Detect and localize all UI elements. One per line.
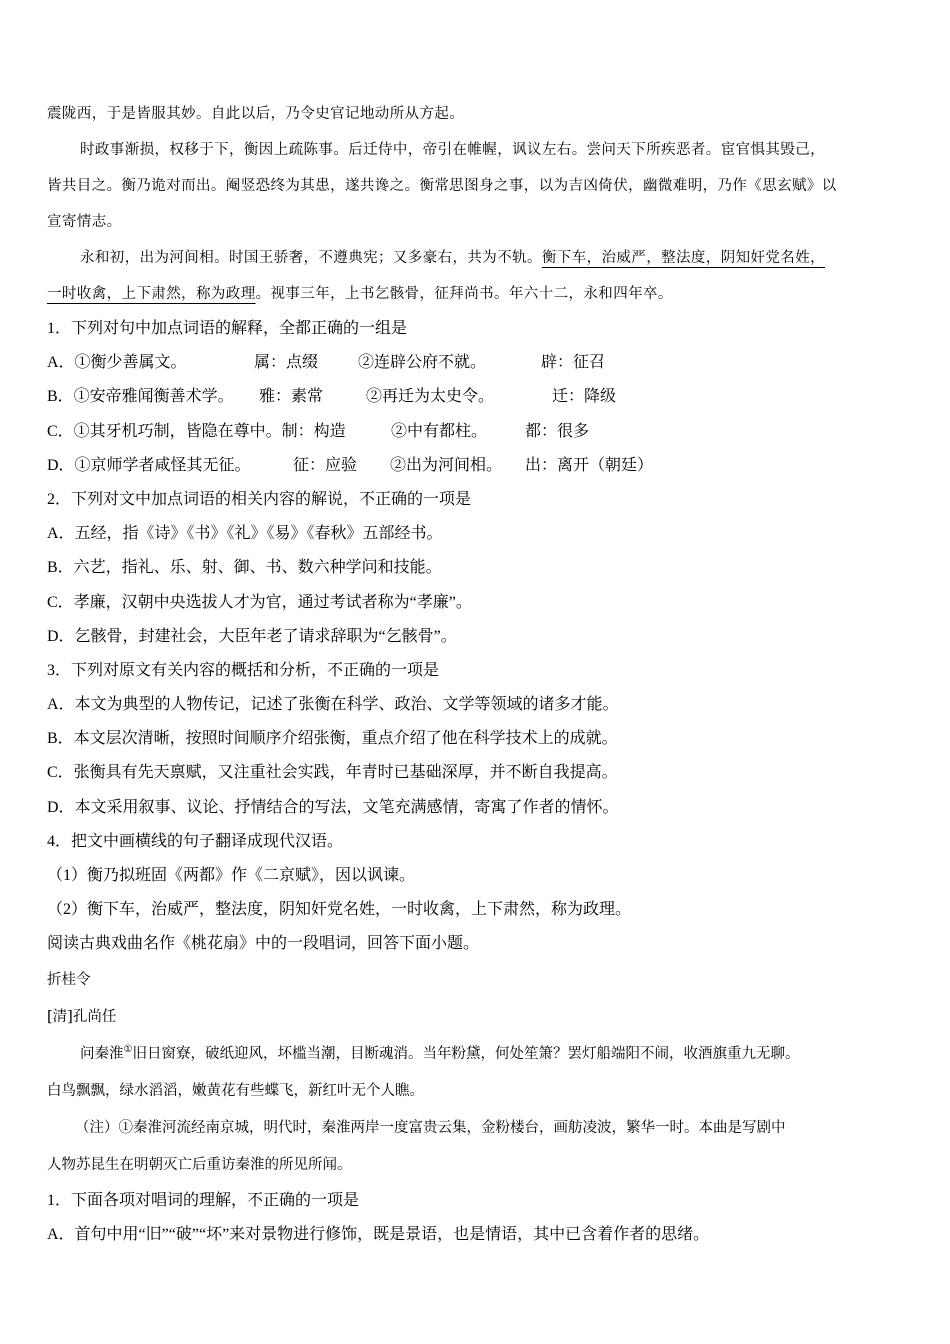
- question-stem: 3．下列对原文有关内容的概括和分析，不正确的一项是: [47, 661, 440, 679]
- poem-text: 问秦淮: [80, 1045, 124, 1062]
- option-gloss: 征：应验: [293, 456, 358, 474]
- option-text: ②再迁为太史令。: [366, 388, 495, 406]
- option-a: [47, 346, 905, 380]
- option-gloss: 出：离开（朝廷）: [525, 456, 654, 474]
- poem-text: 旧日窗寮，破纸迎风，坏槛当潮，目断魂消。当年粉黛，何处笙箫？罢灯船端阳不闹，收酒旗重九无聊。: [132, 1045, 800, 1062]
- exam-page: [47, 96, 905, 1252]
- sub-question-1: （1）衡乃拟班固《两都》作《二京赋》，因以讽谏。: [47, 867, 416, 884]
- poem-author: [清]孔尚任: [47, 1008, 117, 1025]
- option-d: [47, 449, 905, 483]
- passage-zhang-heng: [47, 96, 905, 312]
- option-b: [47, 380, 905, 414]
- question-stem: 1．下列对句中加点词语的解释，全都正确的一组是: [47, 320, 408, 337]
- question-2: [47, 483, 905, 654]
- footnote-marker: ①: [123, 1043, 133, 1055]
- question-3: [47, 654, 905, 825]
- question-stem: 1．下面各项对唱词的理解，不正确的一项是: [47, 1191, 360, 1209]
- option-d: D．乞骸骨，封建社会，大臣年老了请求辞职为“乞骸骨”。: [47, 627, 457, 645]
- option-text: C．①其牙机巧制，皆隐在尊中。制：构造: [47, 422, 346, 440]
- option-text: ②连辟公府不就。: [358, 354, 487, 372]
- underlined-sentence: 衡下车，治威严，整法度，阴知奸党名姓，: [541, 250, 826, 266]
- passage-line: 震陇西，于是皆服其妙。自此以后，乃令史官记地动所从方起。: [47, 106, 465, 122]
- option-text: A．①衡少善属文。: [47, 354, 187, 372]
- option-gloss: 属：点缀: [254, 354, 319, 372]
- underlined-sentence: 一时收禽，上下肃然，称为政理: [47, 286, 256, 302]
- option-a: A．本文为典型的人物传记，记述了张衡在科学、政治、文学等领域的诸多才能。: [47, 696, 619, 714]
- question-1: [47, 312, 905, 483]
- reading-instruction: 阅读古典戏曲名作《桃花扇》中的一段唱词，回答下面小题。: [47, 935, 480, 953]
- question-stem: 4．把文中画横线的句子翻译成现代汉语。: [47, 832, 344, 850]
- passage-line: 时政事渐损，权移于下，衡因上疏陈事。后迁侍中，帝引在帷幄，讽议左右。尝问天下所疾恶者。宦官惧其毁己，: [80, 142, 825, 158]
- option-c: [47, 415, 905, 449]
- question-poem-1: [47, 1184, 905, 1252]
- passage-line: 皆共目之。衡乃诡对而出。阉竖恐终为其患，遂共谗之。衡常思图身之事，以为吉凶倚伏，幽微难明，乃作《思玄赋》以: [47, 178, 837, 194]
- option-a: A．首句中用“旧”“破”“坏”来对景物进行修饰，既是景语，也是情语，其中已含着作者的思绪。: [47, 1225, 710, 1243]
- question-stem: 2．下列对文中加点词语的相关内容的解说，不正确的一项是: [47, 490, 472, 508]
- passage-text: 。视事三年，上书乞骸骨，征拜尚书。年六十二，永和四年卒。: [255, 286, 673, 302]
- option-c: C．孝廉，汉朝中央选拔人才为官，通过考试者称为“孝廉”。: [47, 593, 472, 611]
- passage-line: [47, 240, 905, 276]
- option-gloss: 辟：征召: [541, 354, 606, 372]
- option-text: D．①京师学者咸怪其无征。: [47, 456, 251, 474]
- question-4: [47, 825, 905, 928]
- sub-question-2: （2）衡下车，治威严，整法度，阴知奸党名姓，一时收禽，上下肃然，称为政理。: [47, 901, 632, 919]
- option-text: B．①安帝雅闻衡善术学。: [47, 388, 234, 406]
- option-b: B．六艺，指礼、乐、射、御、书、数六种学问和技能。: [47, 559, 442, 577]
- footnote-line: （注）①秦淮河流经南京城，明代时，秦淮两岸一度富贵云集，金粉楼台，画舫凌波，繁华一时。本曲是写剧中: [75, 1119, 786, 1136]
- poem-line: 白鸟飘飘，绿水滔滔，嫩黄花有些蝶飞，新红叶无个人瞧。: [47, 1082, 424, 1099]
- passage-line: 宣寄情志。: [47, 214, 122, 230]
- poem-zhe-gui-ling: [47, 962, 905, 1184]
- footnote-line: 人物苏昆生在明朝灭亡后重访秦淮的所见所闻。: [47, 1156, 352, 1173]
- option-a: A．五经，指《诗》《书》《礼》《易》《春秋》五部经书。: [47, 525, 443, 543]
- poem-title: 折桂令: [47, 971, 91, 988]
- passage-text: 永和初，出为河间相。时国王骄奢，不遵典宪；又多豪右，共为不轨。: [80, 250, 542, 266]
- option-c: C．张衡具有先天禀赋，又注重社会实践，年青时已基础深厚，并不断自我提高。: [47, 764, 618, 782]
- option-gloss: 迁：降级: [552, 388, 617, 406]
- option-d: D．本文采用叙事、议论、抒情结合的写法，文笔充满感情，寄寓了作者的情怀。: [47, 798, 619, 816]
- option-b: B．本文层次清晰，按照时间顺序介绍张衡，重点介绍了他在科学技术上的成就。: [47, 730, 618, 748]
- option-gloss: 都：很多: [525, 422, 590, 440]
- passage-line: [47, 276, 905, 312]
- poem-line: [47, 1036, 905, 1073]
- option-gloss: 雅：素常: [259, 388, 324, 406]
- option-text: ②中有都柱。: [391, 422, 488, 440]
- option-text: ②出为河间相。: [390, 456, 503, 474]
